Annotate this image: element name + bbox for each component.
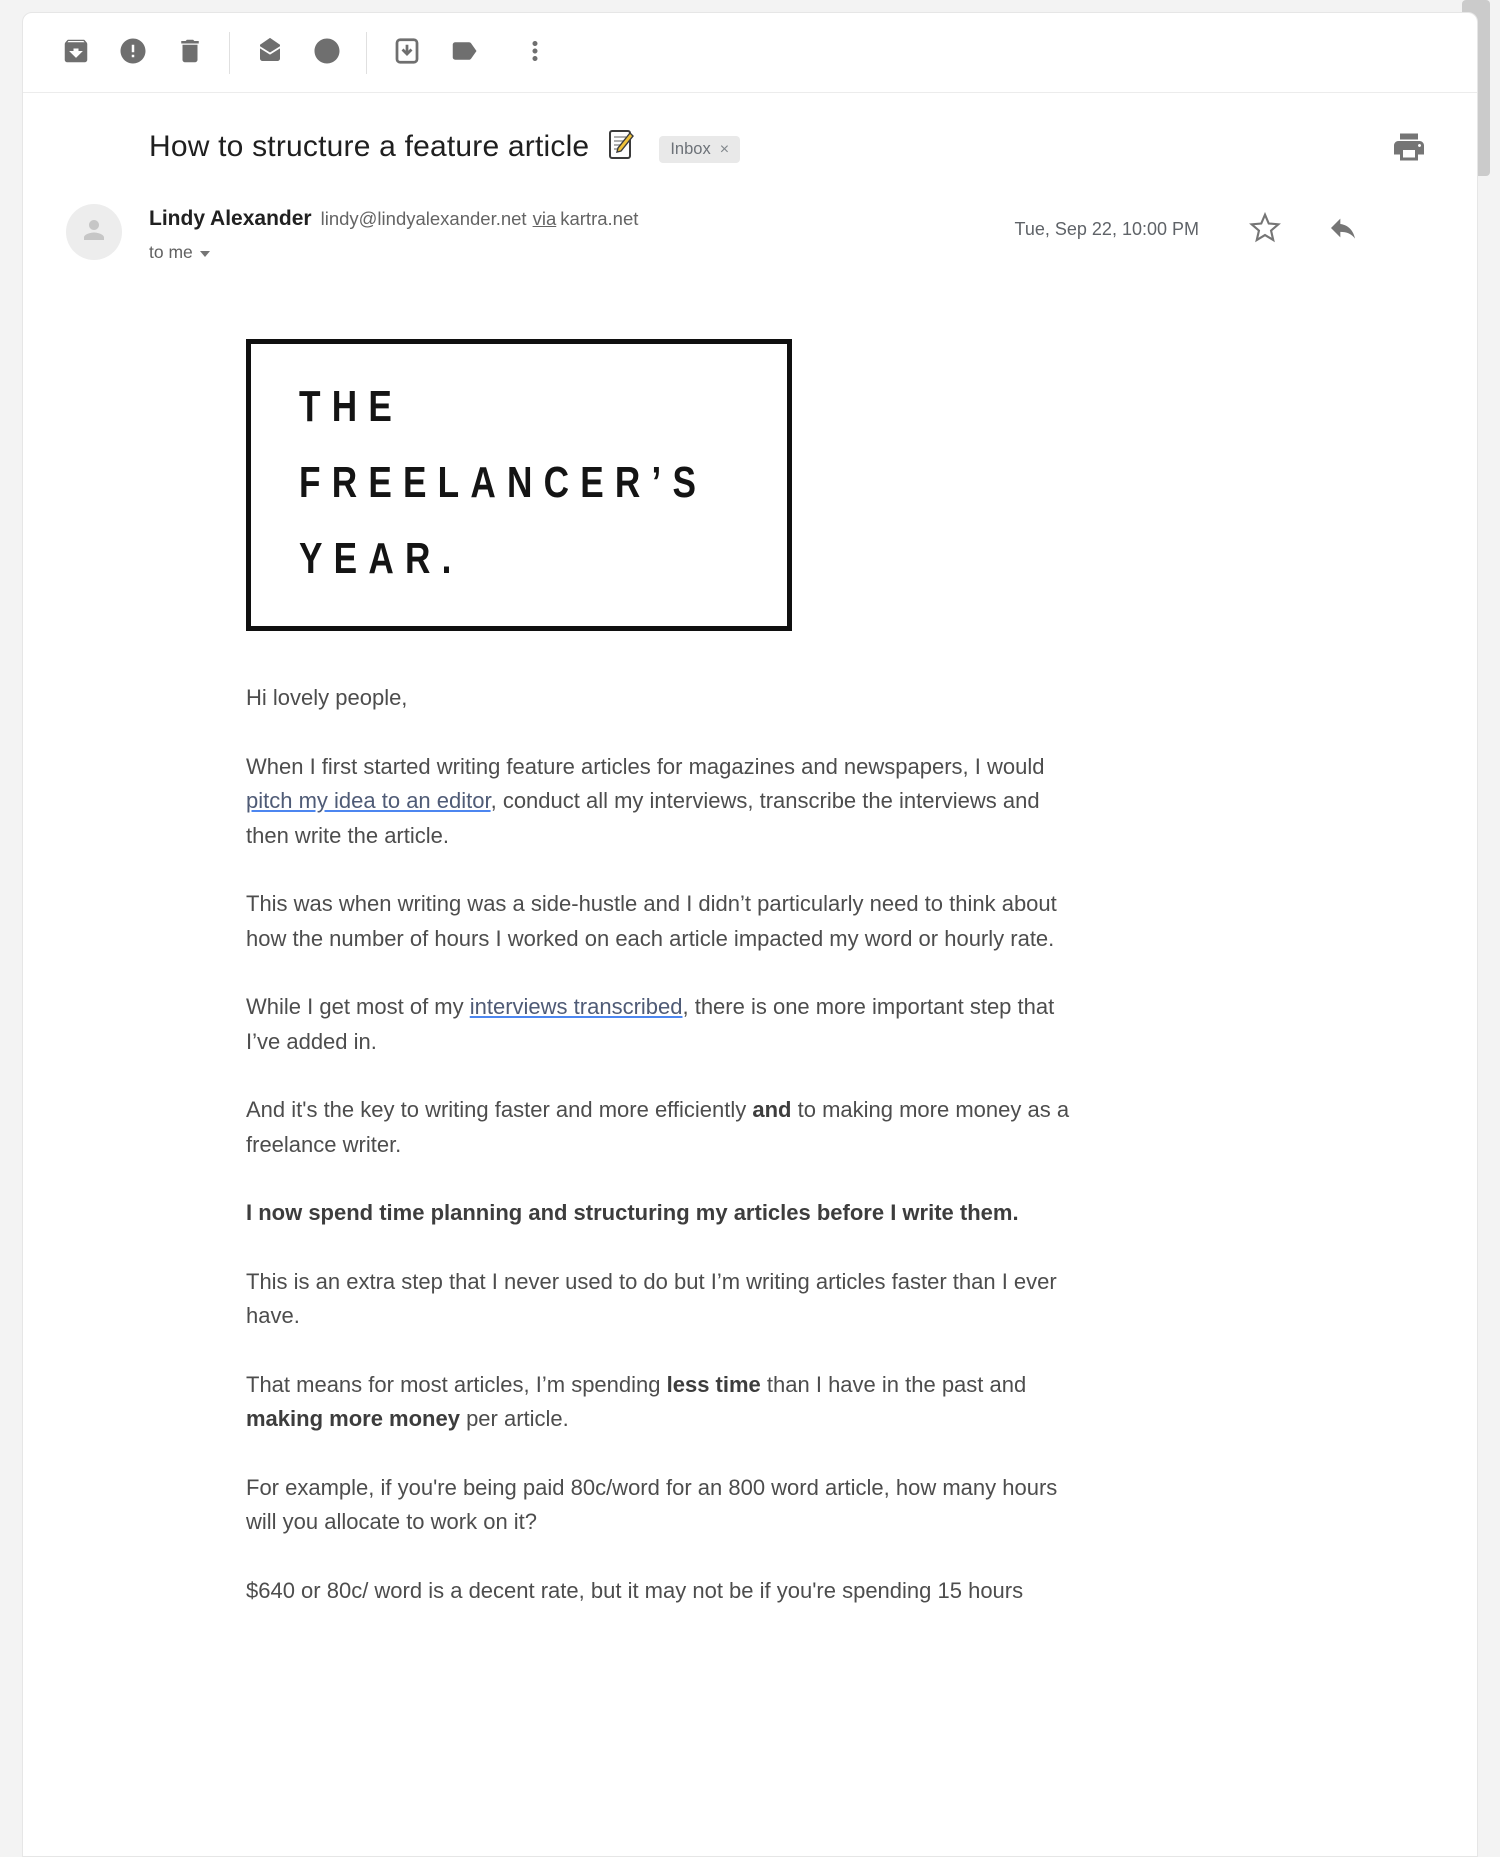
- body-text: have.: [246, 1303, 300, 1328]
- message-meta: [1015, 212, 1359, 247]
- paragraph: [246, 1093, 1376, 1162]
- memo-icon: [603, 127, 639, 168]
- body-text: , conduct all my interviews, transcribe the interviews and: [490, 788, 1040, 813]
- body-link[interactable]: interviews transcribed: [469, 994, 683, 1019]
- via-domain: kartra.net: [560, 208, 639, 229]
- clock-icon: [312, 36, 342, 69]
- recipient-row[interactable]: [149, 242, 638, 263]
- body-text: This was when writing was a side-hustle and I didn’t particularly need to think about: [246, 891, 1057, 916]
- body-text: Hi lovely people,: [246, 685, 408, 710]
- body-text: to making more money as a: [791, 1097, 1070, 1122]
- body-text: That means for most articles, I’m spending: [246, 1371, 667, 1397]
- freelancers-year-logo: [246, 339, 792, 631]
- sender-email: [321, 208, 639, 230]
- more-options-button[interactable]: [506, 24, 563, 81]
- reply-button[interactable]: [1327, 212, 1359, 247]
- logo-line: THE: [299, 382, 403, 431]
- inbox-label-text: Inbox: [670, 140, 711, 158]
- body-link[interactable]: pitch my idea to an editor: [246, 788, 491, 813]
- email-body: [246, 339, 1376, 1608]
- toolbar-divider: [366, 32, 367, 74]
- subject-title: How to structure a feature article: [149, 129, 590, 163]
- body-text: how the number of hours I worked on each article impacted my word or hourly rate.: [246, 925, 1055, 951]
- person-icon: [79, 215, 109, 250]
- remove-label-icon[interactable]: ×: [719, 140, 730, 158]
- subject-row: [149, 125, 1429, 168]
- labels-button[interactable]: [435, 24, 492, 81]
- paragraph: [246, 1471, 1376, 1540]
- body-text: And it's the key to writing faster and more efficiently: [246, 1097, 753, 1122]
- paragraph: [246, 1265, 1376, 1334]
- body-text: $640 or 80c/ word is a decent rate, but it may not be if you're spending 15 hours: [246, 1577, 1024, 1603]
- paragraph: [246, 1196, 1376, 1231]
- snooze-button[interactable]: [298, 24, 355, 81]
- trash-icon: [175, 36, 205, 69]
- sender-name: Lindy Alexander: [149, 207, 312, 230]
- body-text: than I have in the past and: [760, 1371, 1027, 1397]
- move-to-button[interactable]: [378, 24, 435, 81]
- body-text: freelance writer.: [246, 1131, 402, 1157]
- logo-line: YEAR.: [299, 534, 463, 583]
- avatar: [66, 204, 122, 260]
- body-text: While I get most of my: [246, 994, 470, 1019]
- label-tag-icon: [449, 36, 479, 69]
- archive-button[interactable]: [47, 24, 104, 81]
- bold-text: less time: [666, 1371, 761, 1397]
- body-text: When I first started writing feature articles for magazines and newspapers, I would: [246, 753, 1045, 779]
- reply-icon: [1327, 212, 1359, 247]
- archive-icon: [61, 36, 91, 69]
- star-button[interactable]: [1249, 212, 1281, 247]
- paragraph: [246, 990, 1376, 1059]
- delete-button[interactable]: [161, 24, 218, 81]
- more-vert-icon: [520, 36, 550, 69]
- paragraph: [246, 750, 1376, 854]
- inbox-label-chip[interactable]: [659, 136, 740, 163]
- move-to-icon: [392, 36, 422, 69]
- message-toolbar: [23, 13, 1477, 93]
- toolbar-divider: [229, 32, 230, 74]
- body-text: then write the article.: [246, 822, 449, 848]
- email-card: [22, 12, 1478, 1857]
- report-spam-icon: [118, 36, 148, 69]
- body-text: For example, if you're being paid 80c/word for an 800 word article, how many hours: [246, 1474, 1058, 1500]
- sender-info: [149, 204, 638, 263]
- mark-unread-button[interactable]: [241, 24, 298, 81]
- star-icon: [1249, 212, 1281, 247]
- paragraph: [246, 1574, 1376, 1609]
- body-text: per article.: [459, 1406, 569, 1431]
- paragraph: [246, 681, 1376, 716]
- bold-text: I now spend time planning and structuring my articles before I write them.: [246, 1200, 1019, 1225]
- bold-text: making more money: [246, 1406, 460, 1431]
- via-word: via: [532, 208, 557, 229]
- report-spam-button[interactable]: [104, 24, 161, 81]
- body-text: I’ve added in.: [246, 1028, 377, 1054]
- bold-text: and: [752, 1097, 792, 1122]
- message-date: Tue, Sep 22, 10:00 PM: [1014, 219, 1199, 239]
- body-text: will you allocate to work on it?: [246, 1509, 538, 1534]
- body-text: This is an extra step that I never used to do but I’m writing articles faster than I ever: [246, 1268, 1057, 1294]
- sender-line: [149, 207, 638, 231]
- envelope-icon: [255, 36, 285, 69]
- show-details-caret-icon[interactable]: [200, 251, 210, 257]
- sender-address: lindy@lindyalexander.net: [320, 208, 527, 229]
- body-text: , there is one more important step that: [682, 994, 1055, 1019]
- recipient-label: to me: [149, 242, 193, 262]
- print-button[interactable]: [1391, 129, 1427, 168]
- paragraph: [246, 887, 1376, 956]
- printer-icon: [1391, 153, 1427, 168]
- logo-line: FREELANCER’S: [299, 458, 708, 507]
- sender-row: [66, 204, 1429, 263]
- email-paragraphs: [246, 681, 1376, 1608]
- paragraph: [246, 1368, 1376, 1437]
